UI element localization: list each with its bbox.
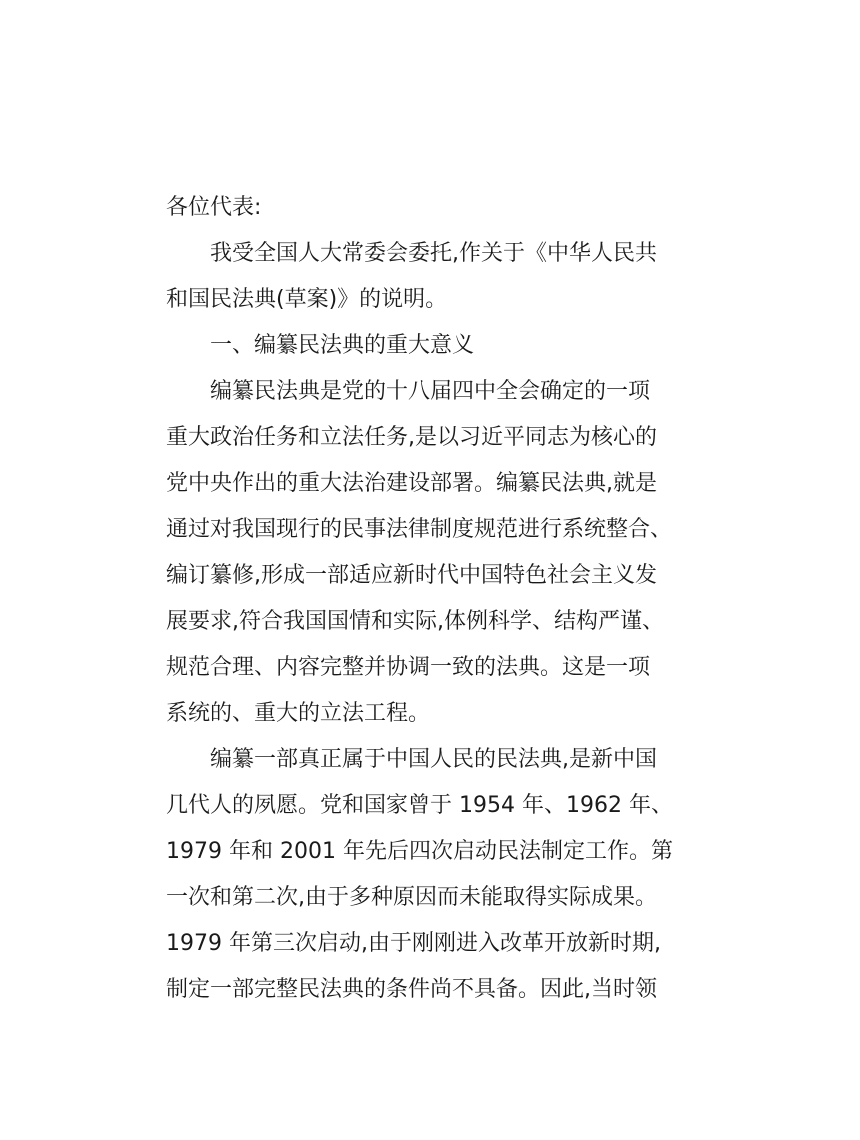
paragraph-line: 几代人的夙愿。党和国家曾于 1954 年、1962 年、	[166, 793, 673, 818]
paragraph-line: 编纂民法典是党的十八届四中全会确定的一项	[210, 379, 651, 404]
paragraph-line: 通过对我国现行的民事法律制度规范进行系统整合、	[166, 517, 673, 542]
paragraph-line: 编纂一部真正属于中国人民的民法典,是新中国	[210, 747, 657, 772]
paragraph-line: 系统的、重大的立法工程。	[166, 701, 431, 726]
salutation-line: 各位代表:	[166, 195, 262, 220]
paragraph-line: 我受全国人大常委会委托,作关于《中华人民共	[210, 241, 657, 266]
paragraph-line: 规范合理、内容完整并协调一致的法典。这是一项	[166, 655, 651, 680]
paragraph-line: 制定一部完整民法典的条件尚不具备。因此,当时领	[166, 977, 657, 1002]
paragraph-line: 重大政治任务和立法任务,是以习近平同志为核心的	[166, 425, 657, 450]
paragraph-line: 党中央作出的重大法治建设部署。编纂民法典,就是	[166, 471, 657, 496]
document-body	[166, 185, 726, 1013]
paragraph-line: 1979 年和 2001 年先后四次启动民法制定工作。第	[166, 839, 673, 864]
paragraph-line: 展要求,符合我国国情和实际,体例科学、结构严谨、	[166, 609, 664, 634]
paragraph-line: 1979 年第三次启动,由于刚刚进入改革开放新时期,	[166, 931, 661, 956]
section-heading: 一、编纂民法典的重大意义	[210, 333, 475, 358]
paragraph-line: 一次和第二次,由于多种原因而未能取得实际成果。	[166, 885, 657, 910]
paragraph-line: 编订纂修,形成一部适应新时代中国特色社会主义发	[166, 563, 657, 588]
paragraph-line: 和国民法典(草案)》的说明。	[166, 287, 448, 312]
